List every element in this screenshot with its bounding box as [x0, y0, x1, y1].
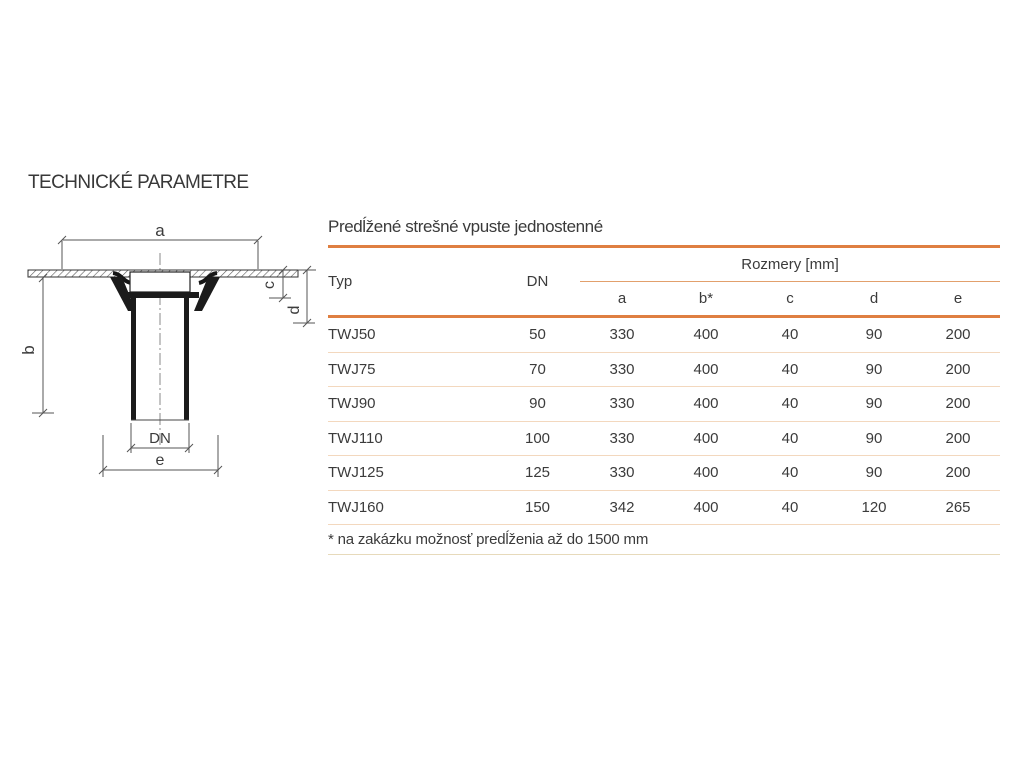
cell-b: 400: [693, 326, 719, 344]
cell-b: 400: [693, 464, 719, 482]
dim-label-e: e: [155, 452, 165, 469]
cell-d: 90: [865, 464, 883, 482]
cell-c: 40: [781, 464, 799, 482]
cell-c: 40: [781, 360, 799, 378]
pipe-wall-left: [131, 298, 136, 420]
cell-dn: 125: [524, 464, 551, 482]
cell-a: 330: [609, 326, 635, 344]
spec-table-panel: [328, 214, 1000, 555]
cell-e: 200: [945, 360, 971, 378]
cell-b: 400: [693, 395, 719, 413]
column-header-d: d: [869, 290, 879, 307]
cell-c: 40: [781, 395, 799, 413]
pipe-wall-right: [184, 298, 189, 420]
roof-drain-cross-section: [10, 225, 320, 525]
cell-d: 120: [861, 498, 887, 516]
cell-typ: TWJ75: [328, 360, 376, 378]
cell-dn: 150: [524, 498, 551, 516]
drain-mouth: [130, 272, 190, 292]
cell-e: 200: [945, 429, 971, 447]
dim-label-b: b: [19, 345, 38, 355]
column-header-a: a: [617, 290, 627, 307]
cell-typ: TWJ110: [328, 429, 383, 447]
cell-c: 40: [781, 429, 799, 447]
table-row: [328, 318, 1000, 353]
cell-typ: TWJ125: [328, 464, 384, 482]
table-row: [328, 387, 1000, 422]
cell-dn: 50: [529, 326, 546, 344]
cell-d: 90: [865, 429, 883, 447]
cell-typ: TWJ160: [328, 498, 384, 516]
column-header-c: c: [786, 290, 794, 307]
cell-a: 330: [609, 464, 635, 482]
column-group-rozmery: [580, 248, 1000, 315]
cell-dn: 100: [524, 429, 551, 447]
table-footnote: * na zakázku možnosť predĺženia až do 1500 mm: [328, 525, 1000, 555]
dim-label-d: d: [286, 305, 303, 315]
cell-e: 200: [945, 326, 971, 344]
table-title: Predĺžené strešné vpuste jednostenné: [328, 217, 603, 236]
table-header: [328, 248, 1000, 315]
column-group-label: Rozmery [mm]: [741, 256, 839, 273]
collar-band: [121, 292, 199, 298]
page-title: TECHNICKÉ PARAMETRE: [28, 172, 249, 193]
dim-label-a: a: [155, 225, 165, 240]
cell-a: 342: [609, 498, 635, 516]
column-header-dn: DN: [526, 273, 549, 290]
cell-typ: TWJ50: [328, 326, 376, 344]
cell-a: 330: [609, 395, 635, 413]
column-header-typ: Typ: [328, 273, 353, 290]
cell-d: 90: [865, 326, 883, 344]
column-header-e: e: [953, 290, 963, 307]
cell-e: 200: [945, 464, 971, 482]
cell-a: 330: [609, 429, 635, 447]
column-header-b: b*: [698, 290, 714, 307]
cell-typ: TWJ90: [328, 395, 376, 413]
cell-c: 40: [781, 326, 799, 344]
cell-a: 330: [609, 360, 635, 378]
cell-d: 90: [865, 395, 883, 413]
cell-b: 400: [693, 429, 719, 447]
cell-d: 90: [865, 360, 883, 378]
cell-e: 265: [945, 498, 971, 516]
cell-c: 40: [781, 498, 799, 516]
sub-columns: [580, 282, 1000, 315]
dim-label-c: c: [261, 281, 278, 289]
table-row: [328, 422, 1000, 457]
cell-e: 200: [945, 395, 971, 413]
cell-dn: 70: [529, 360, 546, 378]
table-row: [328, 456, 1000, 491]
table-row: [328, 491, 1000, 526]
technical-drawing: [10, 225, 320, 525]
cell-b: 400: [693, 498, 719, 516]
cell-b: 400: [693, 360, 719, 378]
dim-label-dn: DN: [149, 430, 171, 447]
table-row: [328, 353, 1000, 388]
cell-dn: 90: [529, 395, 546, 413]
